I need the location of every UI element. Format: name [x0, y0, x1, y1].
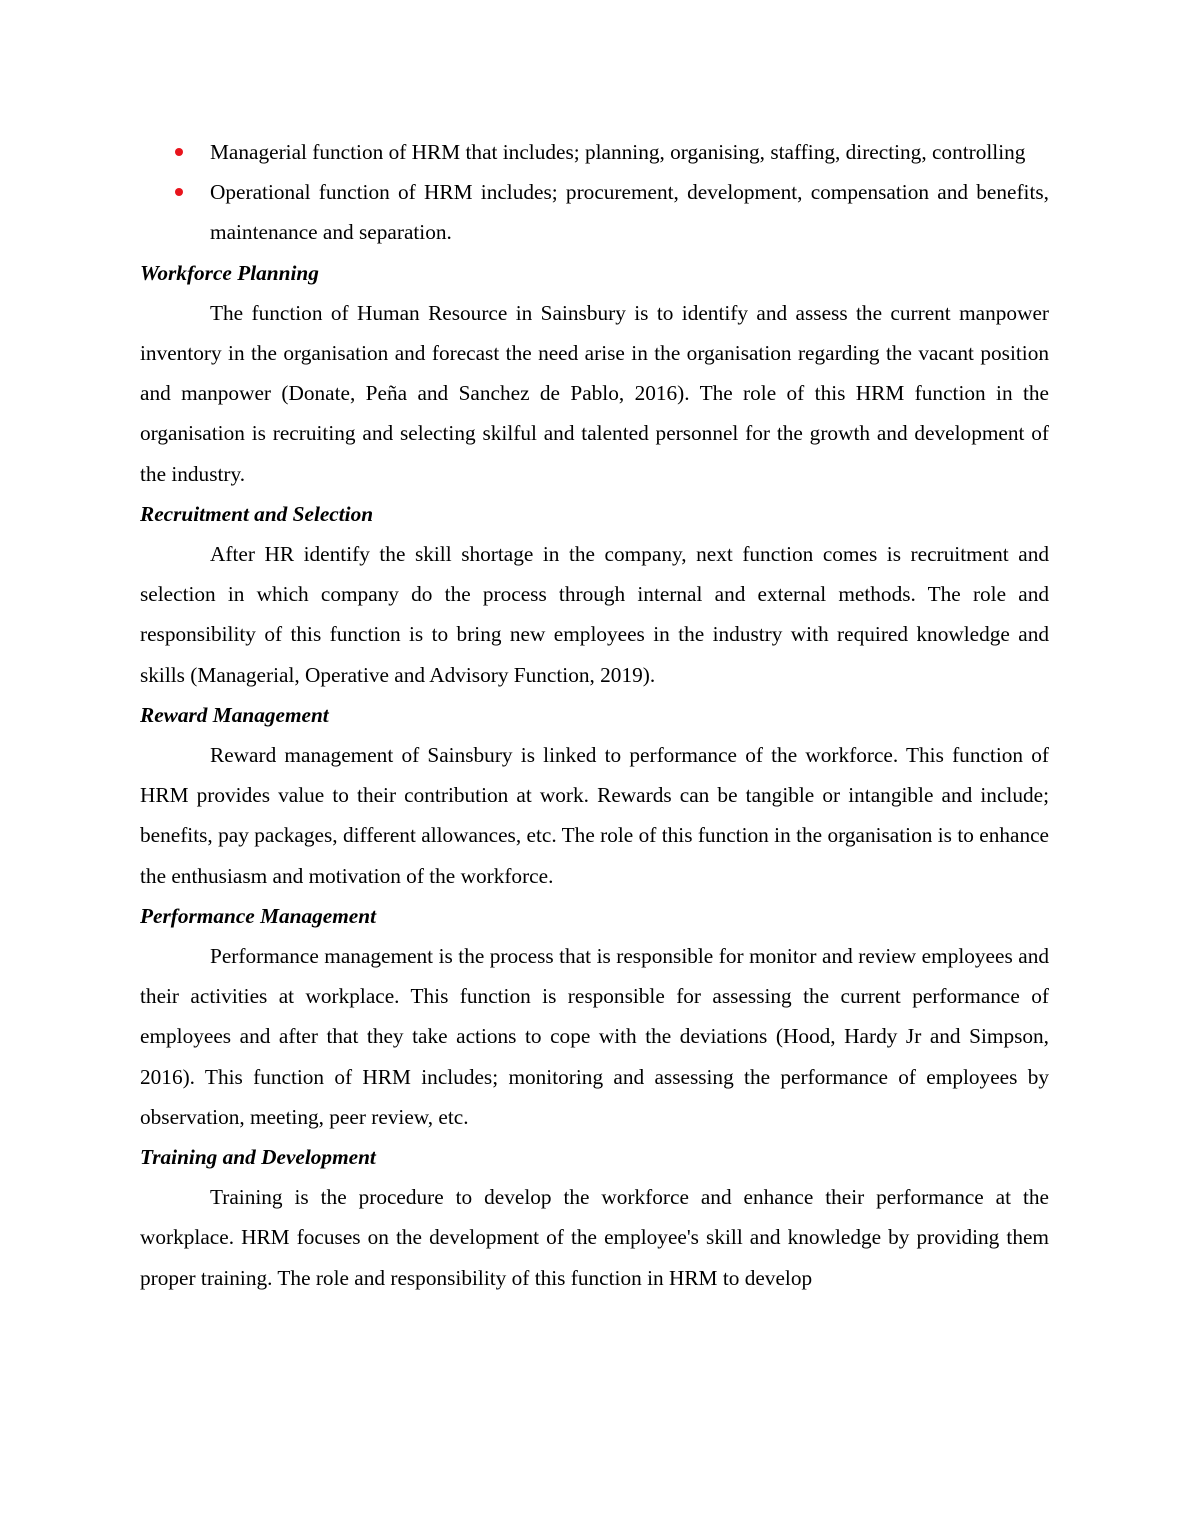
paragraph-training-development: Training is the procedure to develop the workforce and enhance their performance at the workplace. HRM focuses on the development of the employee's skill and knowledge by providing them proper training. The role and responsibility of this function in HRM to develop — [140, 1185, 1049, 1290]
paragraph-recruitment-selection: After HR identify the skill shortage in the company, next function comes is recruitment and selection in which company do the process through internal and external methods. The role and responsibility of this function is to bring new employees in the industry with required knowledge and skills (Managerial, Operative and Advisory Function, 2019). — [140, 542, 1049, 687]
function-list — [140, 132, 1049, 253]
list-item — [140, 132, 1049, 172]
paragraph-reward-management: Reward management of Sainsbury is linked to performance of the workforce. This function of HRM provides value to their contribution at work. Rewards can be tangible or intangible and include; benefits, pay packages, different allowances, etc. The role of this function in the organisation is to enhance the enthusiasm and motivation of the workforce. — [140, 743, 1049, 888]
bullet-dot-icon — [175, 148, 183, 156]
heading-workforce-planning: Workforce Planning — [140, 260, 319, 285]
bullet-dot-icon — [175, 188, 183, 196]
heading-reward-management: Reward Management — [140, 702, 329, 727]
heading-performance-management: Performance Management — [140, 903, 377, 928]
list-item-text: Managerial function of HRM that includes; planning, organising, staffing, directing, controlling — [210, 140, 1026, 164]
document-page — [140, 132, 1049, 1298]
list-item — [140, 172, 1049, 252]
list-item-text: Operational function of HRM includes; procurement, development, compensation and benefits, maintenance and separation. — [210, 180, 1049, 245]
heading-recruitment-selection: Recruitment and Selection — [140, 501, 374, 526]
heading-training-development: Training and Development — [140, 1145, 376, 1170]
paragraph-workforce-planning: The function of Human Resource in Sainsbury is to identify and assess the current manpower inventory in the organisation and forecast the need arise in the organisation regarding the vacant position and manpower (Donate, Peña and Sanchez de Pablo, 2016). The role of this HRM function in the organisation is recruiting and selecting skilful and talented personnel for the growth and development of the industry. — [140, 300, 1049, 486]
paragraph-performance-management: Performance management is the process that is responsible for monitor and review employees and their activities at workplace. This function is responsible for assessing the current performance of employees and after that they take actions to cope with the deviations (Hood, Hardy Jr and Simpson, 2016). This function of HRM includes; monitoring and assessing the performance of employees by observation, meeting, peer review, etc. — [140, 944, 1049, 1129]
